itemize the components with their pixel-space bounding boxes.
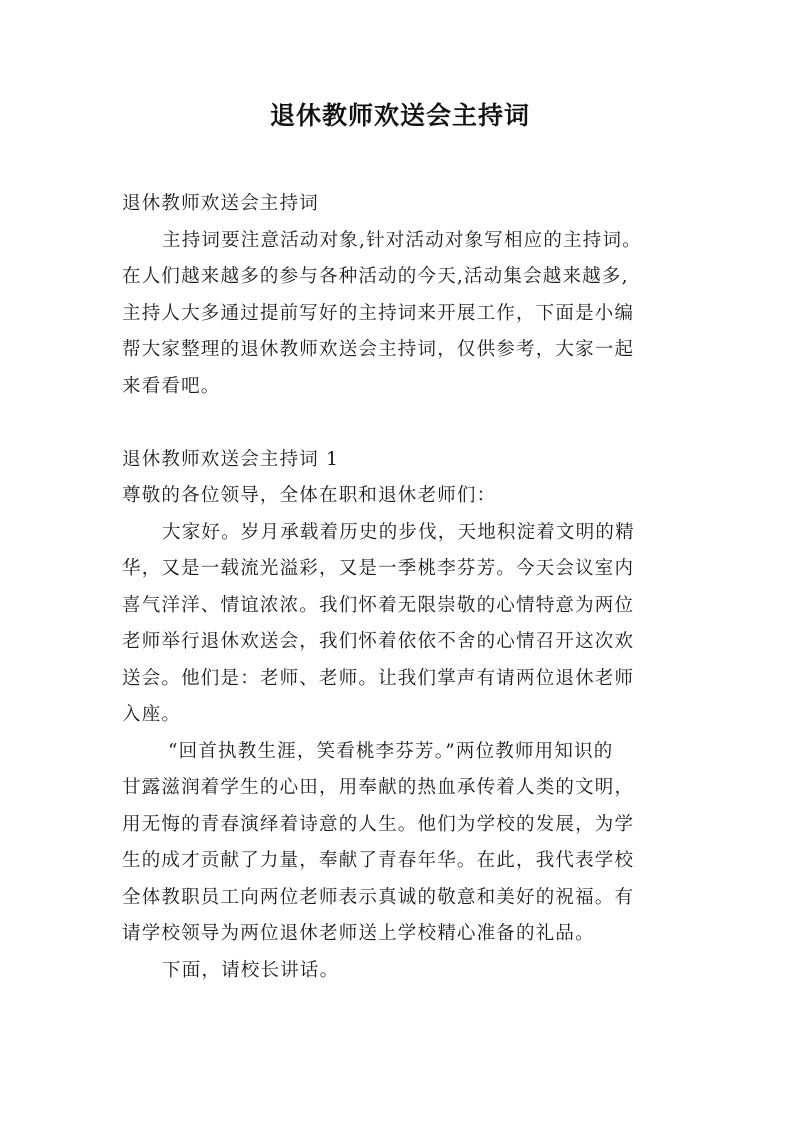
para2-line: 生的成才贡献了力量，奉献了青春年华。在此，我代表学校	[122, 850, 635, 871]
document-title: 退休教师欢送会主持词	[269, 101, 530, 130]
para2-line: “回首执教生涯，笑看桃李芬芳。”两位教师用知识的	[168, 740, 614, 762]
document-body	[122, 186, 688, 989]
intro-line: 主持人大多通过提前写好的主持词来开展工作，下面是小编	[122, 302, 635, 324]
para1-line: 老师举行退休欢送会，我们怀着依依不舍的心情召开这次欢	[122, 631, 635, 652]
para1-line: 喜气洋洋、情谊浓浓。我们怀着无限崇敬的心情特意为两位	[122, 594, 635, 616]
para1-line: 入座。	[122, 704, 182, 725]
intro-line: 在人们越来越多的参与各种活动的今天,活动集会越来越多,	[122, 266, 629, 287]
paragraph-gap	[122, 405, 688, 442]
salutation: 尊敬的各位领导，全体在职和退休老师们：	[122, 485, 497, 506]
para2-line: 全体教职员工向两位老师表示真诚的敬意和美好的祝福。有	[122, 886, 635, 908]
para1-line: 大家好。岁月承载着历史的步伐，天地积淀着文明的精	[162, 521, 635, 543]
intro-heading: 退休教师欢送会主持词	[122, 193, 320, 214]
para2-line: 用无悔的青春演绎着诗意的人生。他们为学校的发展，为学	[122, 813, 635, 835]
para2-line: 甘露滋润着学生的心田，用奉献的热血承传着人类的文明，	[122, 777, 635, 798]
intro-line: 主持词要注意活动对象,针对活动对象写相应的主持词。	[162, 229, 642, 251]
para2-line: 请学校领导为两位退休老师送上学校精心准备的礼品。	[122, 923, 595, 944]
para3-line: 下面，请校长讲话。	[162, 959, 340, 981]
section-heading: 退休教师欢送会主持词 1	[122, 448, 340, 470]
intro-line: 来看看吧。	[122, 375, 221, 397]
para1-line: 送会。他们是：老师、老师。让我们掌声有请两位退休老师	[122, 667, 635, 689]
intro-line: 帮大家整理的退休教师欢送会主持词，仅供参考，大家一起	[122, 339, 635, 360]
para1-line: 华，又是一载流光溢彩，又是一季桃李芬芳。今天会议室内	[122, 558, 635, 579]
